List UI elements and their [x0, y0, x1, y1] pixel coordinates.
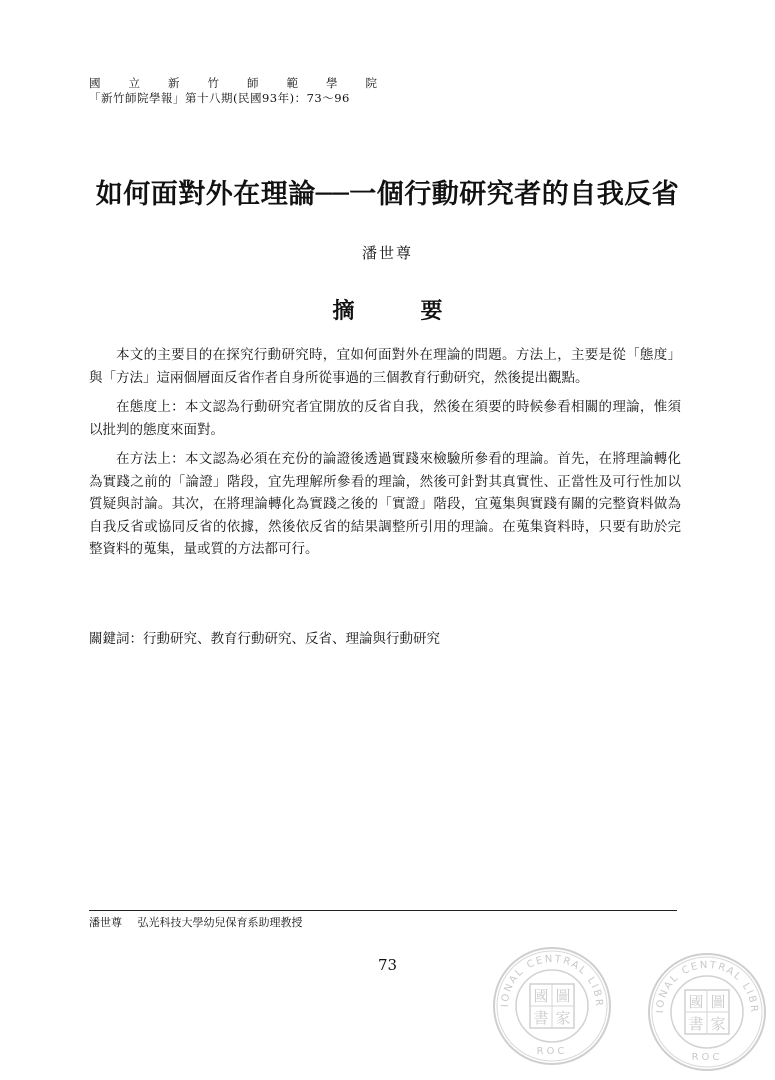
abstract-body: [89, 344, 681, 568]
abstract-paragraph-3: 在方法上：本文認為必須在充份的論證後透過實踐來檢驗所參看的理論。首先，在將理論轉化為實踐之前的「論證」階段，宜先理解所參看的理論，然後可針對其真實性、正當性及可行性加以質疑與討論。其次，在將理論轉化為實踐之後的「實證」階段，宜蒐集與實踐有關的完整資料做為自我反省或協同反省的依據，然後依反省的結果調整所引用的理論。在蒐集資料時，只要有助於完整資料的蒐集，量或質的方法都可行。: [89, 451, 681, 557]
author-name: 潘世尊: [361, 244, 413, 262]
abstract-paragraph-2: 在態度上：本文認為行動研究者宜開放的反省自我，然後在須要的時候參看相關的理論，惟須以批判的態度來面對。: [89, 399, 681, 438]
journal-citation: 「新竹師院學報」第十八期(民國93年)：73～96: [89, 91, 350, 105]
keywords: 關鍵詞：行動研究、教育行動研究、反省、理論與行動研究: [89, 631, 440, 647]
footnote-affiliation: 弘光科技大學幼兒保育系助理教授: [137, 916, 303, 929]
svg-text:書: 書: [688, 1015, 704, 1033]
svg-text:國: 國: [688, 993, 704, 1011]
svg-text:書: 書: [533, 1009, 549, 1027]
svg-text:家: 家: [555, 1009, 571, 1027]
svg-text:NATIONAL CENTRAL LIBRARY: IONAL CENTRAL LIBR: [654, 959, 760, 1014]
svg-text:ROC: ROC: [691, 1052, 723, 1063]
footnote-divider: [89, 910, 677, 911]
library-stamp-icon: [490, 944, 614, 1068]
svg-text:NATIONAL CENTRAL LIBRARY: IONAL CENTRAL LIBR: [499, 953, 605, 1008]
svg-text:圖: 圖: [710, 993, 726, 1011]
page-number: 73: [377, 956, 398, 974]
author-footnote: [89, 916, 303, 930]
library-stamp-icon: [645, 950, 769, 1074]
abstract-heading: 摘 要: [332, 299, 465, 324]
svg-text:圖: 圖: [555, 987, 571, 1005]
svg-text:國: 國: [533, 987, 549, 1005]
abstract-paragraph-1: 本文的主要目的在探究行動研究時，宜如何面對外在理論的問題。方法上，主要是從「態度」與「方法」這兩個層面反省作者自身所從事過的三個教育行動研究，然後提出觀點。: [89, 347, 681, 386]
svg-text:家: 家: [710, 1015, 726, 1033]
institution-name: 國立新竹師範學院: [89, 76, 405, 90]
footnote-author-name: 潘世尊: [89, 916, 122, 929]
running-header: [89, 76, 405, 106]
svg-text:ROC: ROC: [536, 1046, 568, 1057]
paper-title: 如何面對外在理論──一個行動研究者的自我反省: [95, 179, 680, 210]
